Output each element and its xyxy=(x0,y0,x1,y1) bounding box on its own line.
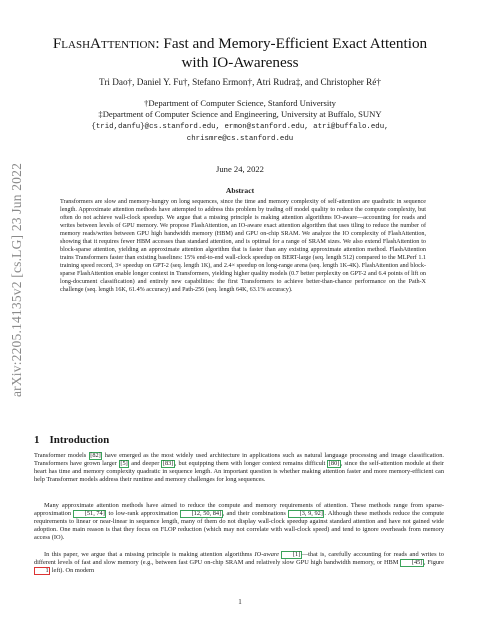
text-run: and deeper xyxy=(129,460,162,468)
citation-link[interactable]: [5] xyxy=(120,460,128,468)
text-run: Many approximate attention methods have aimed to reduce the compute and memory requirements of attention. These methods range from sparse-approximation xyxy=(34,502,444,518)
emphasis-io-aware: IO-aware xyxy=(254,551,279,558)
paper-date: June 24, 2022 xyxy=(216,164,264,174)
intro-paragraph-3 xyxy=(34,551,444,575)
page-number: 1 xyxy=(238,598,242,606)
text-run: to low-rank approximation xyxy=(106,510,181,518)
citation-link[interactable]: [3, 9, 92] xyxy=(288,510,324,518)
intro-paragraph-2 xyxy=(34,502,444,542)
abstract-text: Transformers are slow and memory-hungry on long sequences, since the time and memory complexity of self-attention are quadratic in sequence length. Approximate attention methods have attempted to address this problem by trading off model quality to reduce the compute complexity, but often do not achieve wall-clock speedup. We argue that a missing principle is making attention algorithms IO-aware—accounting for reads and writes between levels of GPU memory. We propose FlashAttention, an IO-aware exact attention algorithm that uses tiling to reduce the number of memory reads/writes between GPU high bandwidth memory (HBM) and GPU on-chip SRAM. We analyze the IO complexity of FlashAttention, showing that it requires fewer HBM accesses than standard attention, and is optimal for a range of SRAM sizes. We also extend FlashAttention to block-sparse attention, yielding an approximate attention algorithm that is faster than any existing approximate attention method. FlashAttention trains Transformers faster than existing baselines: 15% end-to-end wall-clock speedup on BERT-large (seq. length 512) compared to the MLPerf 1.1 training speed record, 3× speedup on GPT-2 (seq. length 1K), and 2.4× speedup on long-range arena (seq. length 1K-4K). FlashAttention and block-sparse FlashAttention enable longer context in Transformers, yielding higher quality models (0.7 better perplexity on GPT-2 and 6.4 points of lift on long-document classification) and entirely new capabilities: the first Transformers to achieve better-than-chance performance on the Path-X challenge (seq. length 16K, 61.4% accuracy) and Path-256 (seq. length 64K, 63.1% accuracy). xyxy=(60,199,426,293)
affiliations xyxy=(40,98,440,120)
email-line: chrismre@cs.stanford.edu xyxy=(186,134,294,143)
abstract-heading: Abstract xyxy=(225,186,255,195)
author-emails xyxy=(60,122,420,145)
section-title: Introduction xyxy=(49,434,110,446)
title-line2: with IO-Awareness xyxy=(181,54,299,71)
paper-title xyxy=(40,34,440,72)
section-heading xyxy=(34,434,334,446)
intro-paragraph-1 xyxy=(34,452,444,484)
text-run: , but equipping them with longer context remains difficult xyxy=(174,460,328,468)
affiliation-buffalo: ‡Department of Computer Science and Engineering, University at Buffalo, SUNY xyxy=(98,109,382,119)
text-run: Transformer models xyxy=(34,452,89,459)
citation-link[interactable]: [45] xyxy=(400,559,424,567)
citation-link[interactable]: [12, 50, 84] xyxy=(180,510,223,518)
title-line1-rest: : Fast and Memory-Efficient Exact Attention xyxy=(155,35,428,52)
text-run: , since the self-attention module at their heart has time and memory complexity quadratic in sequence length. An important question is whether making attention faster and more memory-efficient can help Transformer models address their runtime and memory challenges for long sequences. xyxy=(34,460,444,484)
figure-link[interactable]: 1 xyxy=(34,567,50,575)
text-run: left). On modern xyxy=(50,567,95,575)
text-run: , Figure xyxy=(423,559,444,567)
citation-link[interactable]: [82] xyxy=(90,452,101,459)
citation-link[interactable]: [51, 74] xyxy=(73,510,106,518)
text-run: have emerged as the most widely used architecture in applications such as natural language processing and image classification. Transformers have grown larger xyxy=(34,452,444,468)
affiliation-stanford: †Department of Computer Science, Stanford University xyxy=(144,98,336,108)
email-line: {trid,danfu}@cs.stanford.edu, ermon@stanford.edu, atri@buffalo.edu, xyxy=(91,123,389,131)
title-flashattention: FlashAttention xyxy=(52,35,156,52)
citation-link[interactable]: [83] xyxy=(162,460,174,468)
section-number: 1 xyxy=(34,434,40,446)
citation-link[interactable]: [1] xyxy=(281,551,301,559)
text-run: , and their combinations xyxy=(222,510,289,518)
arxiv-stamp-text: arXiv:2205.14135v2 [cs.LG] 23 Jun 2022 xyxy=(9,162,25,398)
citation-link[interactable]: [80] xyxy=(328,460,340,468)
text-run: . Although these methods reduce the compute requirements to linear or near-linear in sequence length, many of them do not display wall-clock speedup against standard attention and have not gained wide adoption. One main reason is that they focus on FLOP reduction (which may not correlate with wall-clock speed) and tend to ignore overheads from memory access (IO). xyxy=(34,510,444,542)
arxiv-stamp xyxy=(10,70,24,490)
text-run: —that is, carefully accounting for reads and writes to different levels of fast and slow memory (e.g., between fast GPU on-chip SRAM and relatively slow GPU high bandwidth memory, or HBM xyxy=(34,551,444,567)
author-list: Tri Dao†, Daniel Y. Fu†, Stefano Ermon†, Atri Rudra‡, and Christopher Ré† xyxy=(99,77,381,87)
text-run: In this paper, we argue that a missing principle is making attention algorithms xyxy=(44,551,255,558)
